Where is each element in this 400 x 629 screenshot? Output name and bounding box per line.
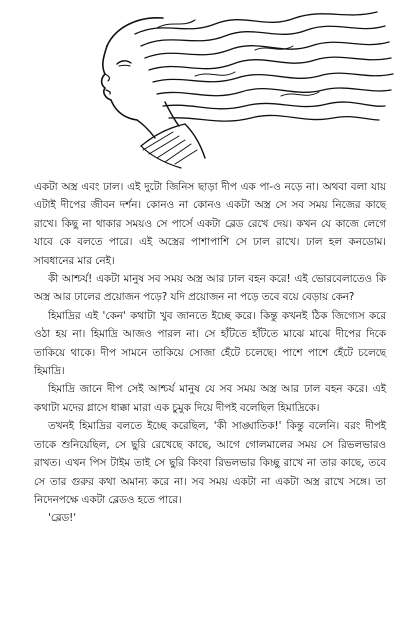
story-text <box>34 178 386 528</box>
woman-flowing-hair-illustration <box>45 6 395 171</box>
paragraph: 'ব্লেড!' <box>48 512 77 525</box>
paragraph: হিমাদ্রির এই 'কেন' কথাটা খুব জানতে ইচ্ছে করে। কিন্তু কখনই ঠিক জিগ্যেস করে ওঠা হয় না। হিমাদ্রি আজও পারল না। সে হাঁটতে হাঁটতে মাঝে মাঝে দীপের দিকে তাকিয়ে থাকে। দীপ সামনে তাকিয়ে সোজা হেঁটে চলেছে। পাশে পাশে হেঁটে চলেছে হিমাদ্রি। <box>34 309 386 378</box>
paragraph: হিমাদ্রি জানে দীপ সেই আশ্চর্য মানুষ যে সব সময় অস্ত্র আর ঢাল বহন করে। এই কথাটা মদের গ্লাসে ধাক্কা মারা এক চুমুক দিয়ে দীপই বলেছিল হিমাদ্রিকে। <box>34 383 386 414</box>
paragraph: একটা অস্ত্র এবং ঢাল। এই দুটো জিনিস ছাড়া দীপ এক পা-ও নড়ে না। অথবা বলা যায় এটাই দীপের জীবন দর্শন। কোনও না কোনও একটা অস্ত্র সে সব সময় নিজের কাছে রাখে। কিছু না থাকার সময়ও সে পার্সে একটা ব্লেড রেখে দেয়। কখন যে কাজে লেগে যাবে কে বলতে পারে। এই অস্ত্রের পাশাপাশি সে ঢাল রাখে। ঢাল হল কনডোম। সাবধানের মার নেই। <box>34 181 386 267</box>
paragraph: কী আশ্চর্য! একটা মানুষ সব সময় অস্ত্র আর ঢাল বহন করে! এই ভোরবেলাতেও কি অস্ত্র আর ঢালের প্রয়োজন পড়ে? যদি প্রয়োজন না পড়ে তবে বয়ে বেড়ায় কেন? <box>34 273 386 304</box>
paragraph: তখনই হিমাদ্রির বলতে ইচ্ছে করেছিল, 'কী সাঙ্ঘাতিক!' কিন্তু বলেনি। বরং দীপই তাকে শুনিয়েছিল, সে ছুরি রেখেছে কাছে, আগে গোলমালের সময় সে রিভলভারও রাখত। এখন পিস টাইম তাই সে ছুরি কিংবা রিভলভার কিচ্ছু রাখে না তার কাছে, তবে সে তার গুরুর কথা অমান্য করে না। সব সময় একটা না একটা অস্ত্র রাখে সঙ্গে। তা নিদেনপক্ষে একটা ব্লেডও হতে পারে। <box>34 420 386 506</box>
